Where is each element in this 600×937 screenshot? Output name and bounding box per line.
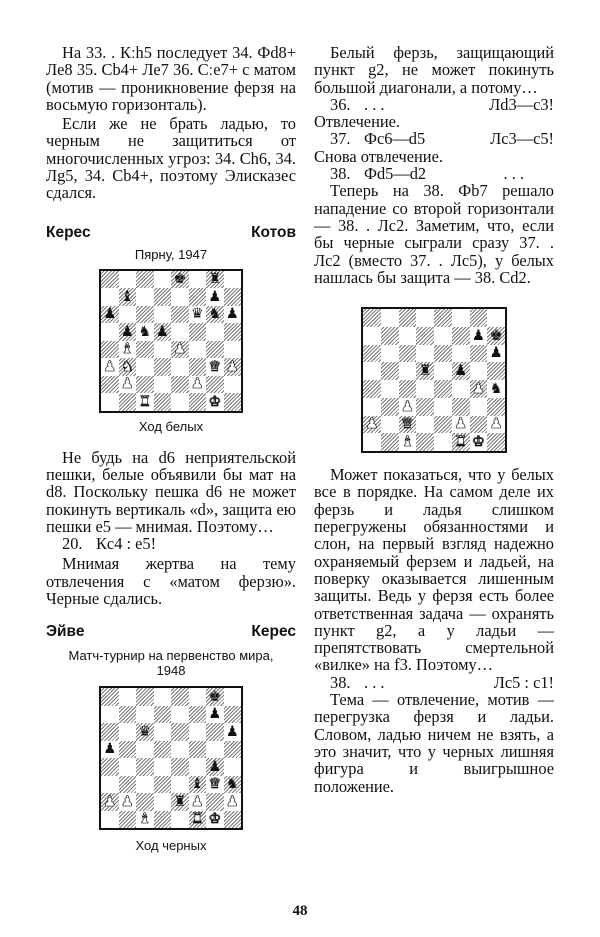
- square-f5: [189, 323, 207, 341]
- square-b5: [381, 362, 399, 380]
- square-h3: [224, 776, 242, 794]
- chess-diagram: [361, 307, 507, 453]
- white-pawn-icon: ♟: [225, 793, 239, 810]
- square-g4: [206, 341, 224, 359]
- paragraph: Снова отвлечение.: [314, 146, 443, 166]
- square-d4: [416, 380, 434, 398]
- square-e5: [171, 741, 189, 759]
- white-queen-icon: ♛: [208, 358, 222, 375]
- square-e2: [171, 793, 189, 811]
- white-bishop-icon: ♝: [400, 433, 414, 450]
- square-a2: [363, 416, 381, 434]
- square-a1: [101, 393, 119, 411]
- square-f7: [452, 327, 470, 345]
- square-b6: [119, 306, 137, 324]
- square-a4: [101, 758, 119, 776]
- square-d1: [154, 393, 172, 411]
- square-e3: [434, 398, 452, 416]
- black-bishop-icon: ♝: [190, 776, 204, 793]
- square-g4: [470, 380, 488, 398]
- square-h2: [224, 793, 242, 811]
- square-a1: [101, 811, 119, 829]
- square-a2: [101, 376, 119, 394]
- square-c7: [136, 288, 154, 306]
- square-f8: [189, 688, 207, 706]
- black-rook-icon: ♜: [418, 362, 432, 379]
- paragraph: Может показаться, что у белых все в порядке. На самом деле их ферзь и ладья слишком перегружены обязанностями и слон, на первый взгляд надежно охраняемый ферзем и ладьей, на поверку оказывается лишенным защиты. Ведь у ферзя есть более ответственная задача — охранять пункт g2, а у ладьи — препятствовать смертельной «вилке» на f3. Поэтому…: [314, 465, 554, 675]
- square-e6: [171, 306, 189, 324]
- square-d1: [154, 811, 172, 829]
- square-e6: [434, 345, 452, 363]
- square-h8: [224, 688, 242, 706]
- square-g2: [206, 793, 224, 811]
- square-f7: [189, 706, 207, 724]
- square-b1: [381, 433, 399, 451]
- square-a7: [363, 327, 381, 345]
- square-c4: [399, 380, 417, 398]
- square-d5: [154, 741, 172, 759]
- page-number: 48: [292, 903, 308, 919]
- square-d7: [416, 327, 434, 345]
- square-b2: [381, 416, 399, 434]
- white-pawn-icon: ♟: [103, 358, 117, 375]
- paragraph: Отвлечение.: [314, 112, 401, 132]
- square-g7: [206, 706, 224, 724]
- black-pawn-icon: ♟: [225, 723, 239, 740]
- square-g2: [206, 376, 224, 394]
- square-d8: [154, 688, 172, 706]
- black-pawn-icon: ♟: [454, 362, 468, 379]
- square-a8: [101, 271, 119, 289]
- square-g2: [470, 416, 488, 434]
- square-g7: [206, 288, 224, 306]
- square-b4: [381, 380, 399, 398]
- white-pawn-icon: ♟: [120, 376, 134, 393]
- square-f4: [189, 341, 207, 359]
- square-a3: [363, 398, 381, 416]
- square-c8: [136, 271, 154, 289]
- square-b1: [119, 811, 137, 829]
- square-b8: [119, 688, 137, 706]
- square-h3: [487, 398, 505, 416]
- diagram-caption: Ход черных: [135, 838, 207, 854]
- square-d8: [154, 271, 172, 289]
- square-a4: [363, 380, 381, 398]
- square-e1: [434, 433, 452, 451]
- square-f5: [189, 741, 207, 759]
- square-d4: [154, 758, 172, 776]
- white-rook-icon: ♜: [454, 433, 468, 450]
- square-a6: [363, 345, 381, 363]
- square-f3: [189, 358, 207, 376]
- white-player: Эйве: [46, 623, 85, 641]
- square-g6: [206, 723, 224, 741]
- square-h2: [224, 376, 242, 394]
- square-c1: [399, 433, 417, 451]
- square-a2: [101, 793, 119, 811]
- square-c8: [399, 309, 417, 327]
- black-pawn-icon: ♟: [155, 323, 169, 340]
- square-h7: [224, 288, 242, 306]
- square-h3: [224, 358, 242, 376]
- square-d6: [416, 345, 434, 363]
- square-d5: [154, 323, 172, 341]
- square-f3: [452, 398, 470, 416]
- black-rook-icon: ♜: [208, 271, 222, 288]
- game-event: Пярну, 1947: [134, 246, 208, 262]
- black-pawn-icon: ♟: [489, 344, 503, 362]
- square-f6: [452, 345, 470, 363]
- square-e3: [171, 776, 189, 794]
- move-line: 38. Фd5—d2 . . .: [330, 164, 524, 184]
- square-c6: [136, 723, 154, 741]
- paragraph: На 33. . Кːh5 последует 34. Фd8+ Лe8 35. Cb4+ Ле7 36. Cːe7+ с матом (мотив — проникновение ферзя на восьмую горизонталь).: [46, 43, 296, 114]
- square-g4: [206, 758, 224, 776]
- square-g5: [206, 741, 224, 759]
- move-line: 36. . . . Лd3—c3!: [330, 94, 554, 114]
- square-a3: [101, 358, 119, 376]
- square-g6: [206, 306, 224, 324]
- square-e5: [171, 323, 189, 341]
- square-a3: [101, 776, 119, 794]
- square-f6: [189, 306, 207, 324]
- square-d2: [154, 793, 172, 811]
- square-c2: [136, 376, 154, 394]
- left-column: [46, 44, 296, 853]
- paragraph: Тема — отвлечение, мотив — перегрузка ферзя и ладьи. Словом, ладью ничем не взять, а это значит, что у черных лишняя фигура и выигрышное положение.: [314, 690, 554, 796]
- square-d5: [416, 362, 434, 380]
- square-g1: [206, 811, 224, 829]
- white-rook-icon: ♜: [138, 393, 152, 410]
- square-h5: [224, 323, 242, 341]
- square-b4: [119, 758, 137, 776]
- square-c2: [136, 793, 154, 811]
- square-b5: [119, 323, 137, 341]
- black-pawn-icon: ♟: [208, 706, 222, 723]
- square-e6: [171, 723, 189, 741]
- square-c6: [136, 306, 154, 324]
- black-queen-icon: ♛: [190, 306, 204, 323]
- black-knight-icon: ♞: [489, 379, 503, 397]
- square-d1: [416, 433, 434, 451]
- square-f8: [452, 309, 470, 327]
- square-h1: [224, 811, 242, 829]
- white-queen-icon: ♛: [208, 776, 222, 793]
- square-a6: [101, 306, 119, 324]
- game-event: Матч-турнир на первенство мира, 1948: [68, 648, 274, 679]
- white-queen-icon: ♛: [400, 415, 414, 433]
- white-king-icon: ♚: [208, 811, 222, 828]
- square-d4: [154, 341, 172, 359]
- square-a8: [363, 309, 381, 327]
- square-b6: [119, 723, 137, 741]
- black-pawn-icon: ♟: [225, 306, 239, 323]
- white-king-icon: ♚: [208, 393, 222, 410]
- black-rook-icon: ♜: [173, 793, 187, 810]
- square-f3: [189, 776, 207, 794]
- square-a6: [101, 723, 119, 741]
- square-e2: [171, 376, 189, 394]
- white-pawn-icon: ♟: [365, 415, 379, 433]
- square-h8: [487, 309, 505, 327]
- black-player: Керес: [251, 623, 296, 641]
- square-g8: [470, 309, 488, 327]
- square-h7: [487, 327, 505, 345]
- square-f7: [189, 288, 207, 306]
- square-b2: [119, 793, 137, 811]
- square-c2: [399, 416, 417, 434]
- square-f5: [452, 362, 470, 380]
- move-line: 37. Фc6—d5 Лc3—c5!: [330, 129, 554, 149]
- square-h4: [224, 758, 242, 776]
- square-b7: [381, 327, 399, 345]
- square-f8: [189, 271, 207, 289]
- black-pawn-icon: ♟: [103, 306, 117, 323]
- square-g3: [206, 358, 224, 376]
- square-g6: [470, 345, 488, 363]
- black-player: Котов: [251, 223, 296, 241]
- white-pawn-icon: ♟: [471, 379, 485, 397]
- square-b3: [381, 398, 399, 416]
- white-pawn-icon: ♟: [489, 415, 503, 433]
- diagram-caption: Ход белых: [138, 418, 204, 434]
- square-e4: [171, 758, 189, 776]
- square-d3: [154, 776, 172, 794]
- square-b8: [119, 271, 137, 289]
- white-pawn-icon: ♟: [190, 793, 204, 810]
- square-d6: [154, 723, 172, 741]
- square-e1: [171, 393, 189, 411]
- square-h5: [487, 362, 505, 380]
- square-d3: [154, 358, 172, 376]
- square-b6: [381, 345, 399, 363]
- square-d7: [154, 706, 172, 724]
- square-h1: [224, 393, 242, 411]
- square-e7: [171, 288, 189, 306]
- square-a4: [101, 341, 119, 359]
- white-player: Керес: [46, 223, 91, 241]
- black-knight-icon: ♞: [225, 776, 239, 793]
- square-f4: [189, 758, 207, 776]
- square-c1: [136, 393, 154, 411]
- square-a5: [101, 741, 119, 759]
- square-a7: [101, 706, 119, 724]
- square-b3: [119, 776, 137, 794]
- black-knight-icon: ♞: [138, 323, 152, 340]
- square-f1: [189, 811, 207, 829]
- black-pawn-icon: ♟: [208, 288, 222, 305]
- white-pawn-icon: ♟: [400, 397, 414, 415]
- white-king-icon: ♚: [471, 433, 485, 450]
- square-b7: [119, 288, 137, 306]
- square-e8: [434, 309, 452, 327]
- white-rook-icon: ♜: [190, 811, 204, 828]
- square-d3: [416, 398, 434, 416]
- square-f2: [452, 416, 470, 434]
- white-bishop-icon: ♝: [138, 811, 152, 828]
- square-g5: [470, 362, 488, 380]
- square-h4: [487, 380, 505, 398]
- white-pawn-icon: ♟: [103, 793, 117, 810]
- game-players: [46, 224, 296, 242]
- square-f1: [452, 433, 470, 451]
- square-h5: [224, 741, 242, 759]
- white-pawn-icon: ♟: [454, 415, 468, 433]
- square-f2: [189, 376, 207, 394]
- square-c7: [399, 327, 417, 345]
- paragraph: Если же не брать ладью, то черным не защититься от многочисленных угроз: 34. Ch6, 34. Лg5, 34. Cb4+, поэтому Элисказес сдался.: [46, 114, 296, 203]
- square-h6: [487, 345, 505, 363]
- square-a7: [101, 288, 119, 306]
- square-b1: [119, 393, 137, 411]
- black-pawn-icon: ♟: [120, 323, 134, 340]
- square-a1: [363, 433, 381, 451]
- white-pawn-icon: ♟: [225, 358, 239, 375]
- black-pawn-icon: ♟: [471, 326, 485, 344]
- square-f4: [452, 380, 470, 398]
- black-king-icon: ♚: [173, 271, 187, 288]
- square-g7: [470, 327, 488, 345]
- square-g3: [206, 776, 224, 794]
- square-f6: [189, 723, 207, 741]
- square-e8: [171, 688, 189, 706]
- square-g1: [206, 393, 224, 411]
- square-e4: [171, 341, 189, 359]
- square-e5: [434, 362, 452, 380]
- square-h1: [487, 433, 505, 451]
- paragraph: Белый ферзь, защищающий пункт g2, не может покинуть большой диагонали, а потому…: [314, 43, 554, 97]
- black-pawn-icon: ♟: [208, 758, 222, 775]
- game-players: [46, 623, 296, 641]
- square-b2: [119, 376, 137, 394]
- square-e4: [434, 380, 452, 398]
- square-d2: [416, 416, 434, 434]
- chess-diagram: [99, 269, 243, 413]
- square-g8: [206, 688, 224, 706]
- paragraph: Теперь на 38. Фb7 решало нападение со второй горизонтали — 38. . Лc2. Заметим, что, если бы черные сыграли сразу 37. . Лc2 (вместо 37. . Лc5), у белых нашлась бы защита — 38. Cd2.: [314, 181, 554, 287]
- square-c3: [399, 398, 417, 416]
- square-g8: [206, 271, 224, 289]
- move-line: 20. Кc4 : e5!: [62, 534, 157, 554]
- square-c5: [136, 323, 154, 341]
- square-c6: [399, 345, 417, 363]
- square-c4: [136, 341, 154, 359]
- square-g1: [470, 433, 488, 451]
- white-pawn-icon: ♟: [190, 376, 204, 393]
- square-b7: [119, 706, 137, 724]
- square-a5: [101, 323, 119, 341]
- black-knight-icon: ♞: [208, 306, 222, 323]
- square-f1: [189, 393, 207, 411]
- black-king-icon: ♚: [208, 688, 222, 705]
- square-d2: [154, 376, 172, 394]
- square-g3: [470, 398, 488, 416]
- square-h6: [224, 306, 242, 324]
- square-c5: [136, 741, 154, 759]
- black-king-icon: ♚: [489, 326, 503, 344]
- square-c1: [136, 811, 154, 829]
- square-h8: [224, 271, 242, 289]
- square-b4: [119, 341, 137, 359]
- white-pawn-icon: ♟: [173, 341, 187, 358]
- square-c8: [136, 688, 154, 706]
- square-c3: [136, 776, 154, 794]
- square-f2: [189, 793, 207, 811]
- square-e7: [434, 327, 452, 345]
- right-column: [314, 44, 554, 795]
- chess-diagram: [99, 686, 243, 830]
- square-e1: [171, 811, 189, 829]
- square-c4: [136, 758, 154, 776]
- white-pawn-icon: ♟: [120, 793, 134, 810]
- paragraph: Не будь на d6 неприятельской пешки, белые объявили бы мат на d8. Поскольку пешка d6 не может покинуть вертикаль «d», защита ею пешки e5 — мнимая. Поэтому…: [46, 447, 296, 536]
- black-pawn-icon: ♟: [103, 741, 117, 758]
- square-e7: [171, 706, 189, 724]
- square-b8: [381, 309, 399, 327]
- square-a5: [363, 362, 381, 380]
- square-e8: [171, 271, 189, 289]
- black-queen-icon: ♛: [138, 723, 152, 740]
- square-h2: [487, 416, 505, 434]
- white-bishop-icon: ♝: [120, 341, 134, 358]
- move-line: 38. . . . Лc5 : c1!: [330, 672, 554, 692]
- square-d8: [416, 309, 434, 327]
- paragraph: Мнимая жертва на тему отвлечения с «матом ферзю». Черные сдались.: [46, 554, 296, 609]
- square-b3: [119, 358, 137, 376]
- black-bishop-icon: ♝: [120, 288, 134, 305]
- square-c3: [136, 358, 154, 376]
- square-e2: [434, 416, 452, 434]
- square-g5: [206, 323, 224, 341]
- square-d6: [154, 306, 172, 324]
- square-h6: [224, 723, 242, 741]
- white-knight-icon: ♞: [120, 358, 134, 375]
- square-h4: [224, 341, 242, 359]
- square-a8: [101, 688, 119, 706]
- square-h7: [224, 706, 242, 724]
- square-d7: [154, 288, 172, 306]
- square-c7: [136, 706, 154, 724]
- square-e3: [171, 358, 189, 376]
- square-b5: [119, 741, 137, 759]
- square-c5: [399, 362, 417, 380]
